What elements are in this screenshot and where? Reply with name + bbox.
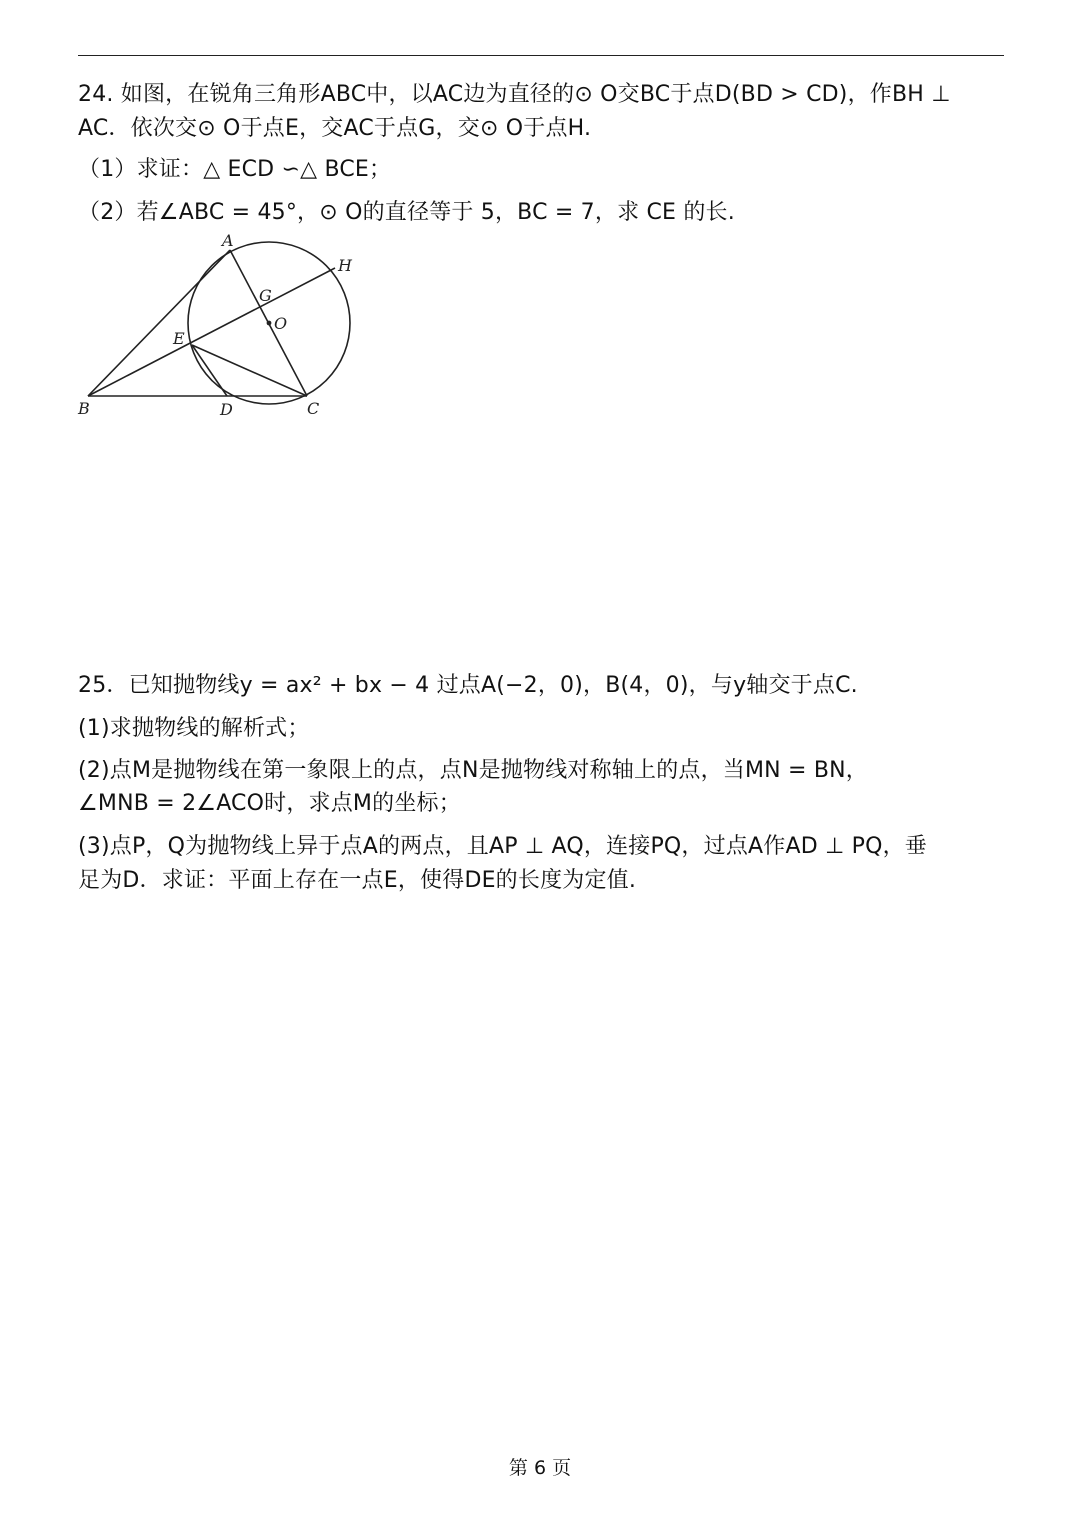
top-divider — [78, 55, 1004, 56]
label-o: O — [274, 314, 288, 333]
q24-part-2: （2）若∠ABC = 45°，⊙ O的直径等于 5，BC = 7，求 CE 的长. — [78, 200, 735, 225]
label-b: B — [78, 399, 90, 418]
page-number: 第 6 页 — [508, 1457, 572, 1479]
q25-line-1: 25．已知抛物线y = ax² + bx − 4 过点A(−2，0)，B(4，0)，与y轴交于点C. — [78, 673, 858, 698]
geometry-figure — [70, 228, 370, 423]
q24-line-1: 24. 如图，在锐角三角形ABC中，以AC边为直径的⊙ O交BC于点D(BD > CD)，作BH ⊥ — [78, 82, 951, 107]
segment-ab — [88, 250, 230, 396]
q24-part-1: （1）求证：△ ECD ∽△ BCE； — [78, 157, 392, 182]
label-c: C — [307, 399, 320, 418]
label-a: A — [222, 231, 234, 250]
label-d: D — [220, 400, 233, 419]
center-point-o — [267, 321, 272, 326]
label-e: E — [173, 329, 185, 348]
q25-part-2-line-2: ∠MNB = 2∠ACO时，求点M的坐标； — [78, 791, 461, 816]
label-h: H — [338, 256, 352, 275]
q24-line-2: AC．依次交⊙ O于点E，交AC于点G，交⊙ O于点H. — [78, 116, 592, 141]
q25-part-1: (1)求抛物线的解析式； — [78, 716, 310, 741]
q25-part-3-line-2: 足为D．求证：平面上存在一点E，使得DE的长度为定值. — [78, 868, 637, 893]
label-g: G — [259, 286, 272, 305]
segment-bh — [88, 268, 335, 396]
q25-part-3-line-1: (3)点P，Q为抛物线上异于点A的两点，且AP ⊥ AQ，连接PQ，过点A作AD ⊥ PQ，垂 — [78, 834, 928, 859]
q25-part-2-line-1: (2)点M是抛物线在第一象限上的点，点N是抛物线对称轴上的点，当MN = BN， — [78, 758, 869, 783]
